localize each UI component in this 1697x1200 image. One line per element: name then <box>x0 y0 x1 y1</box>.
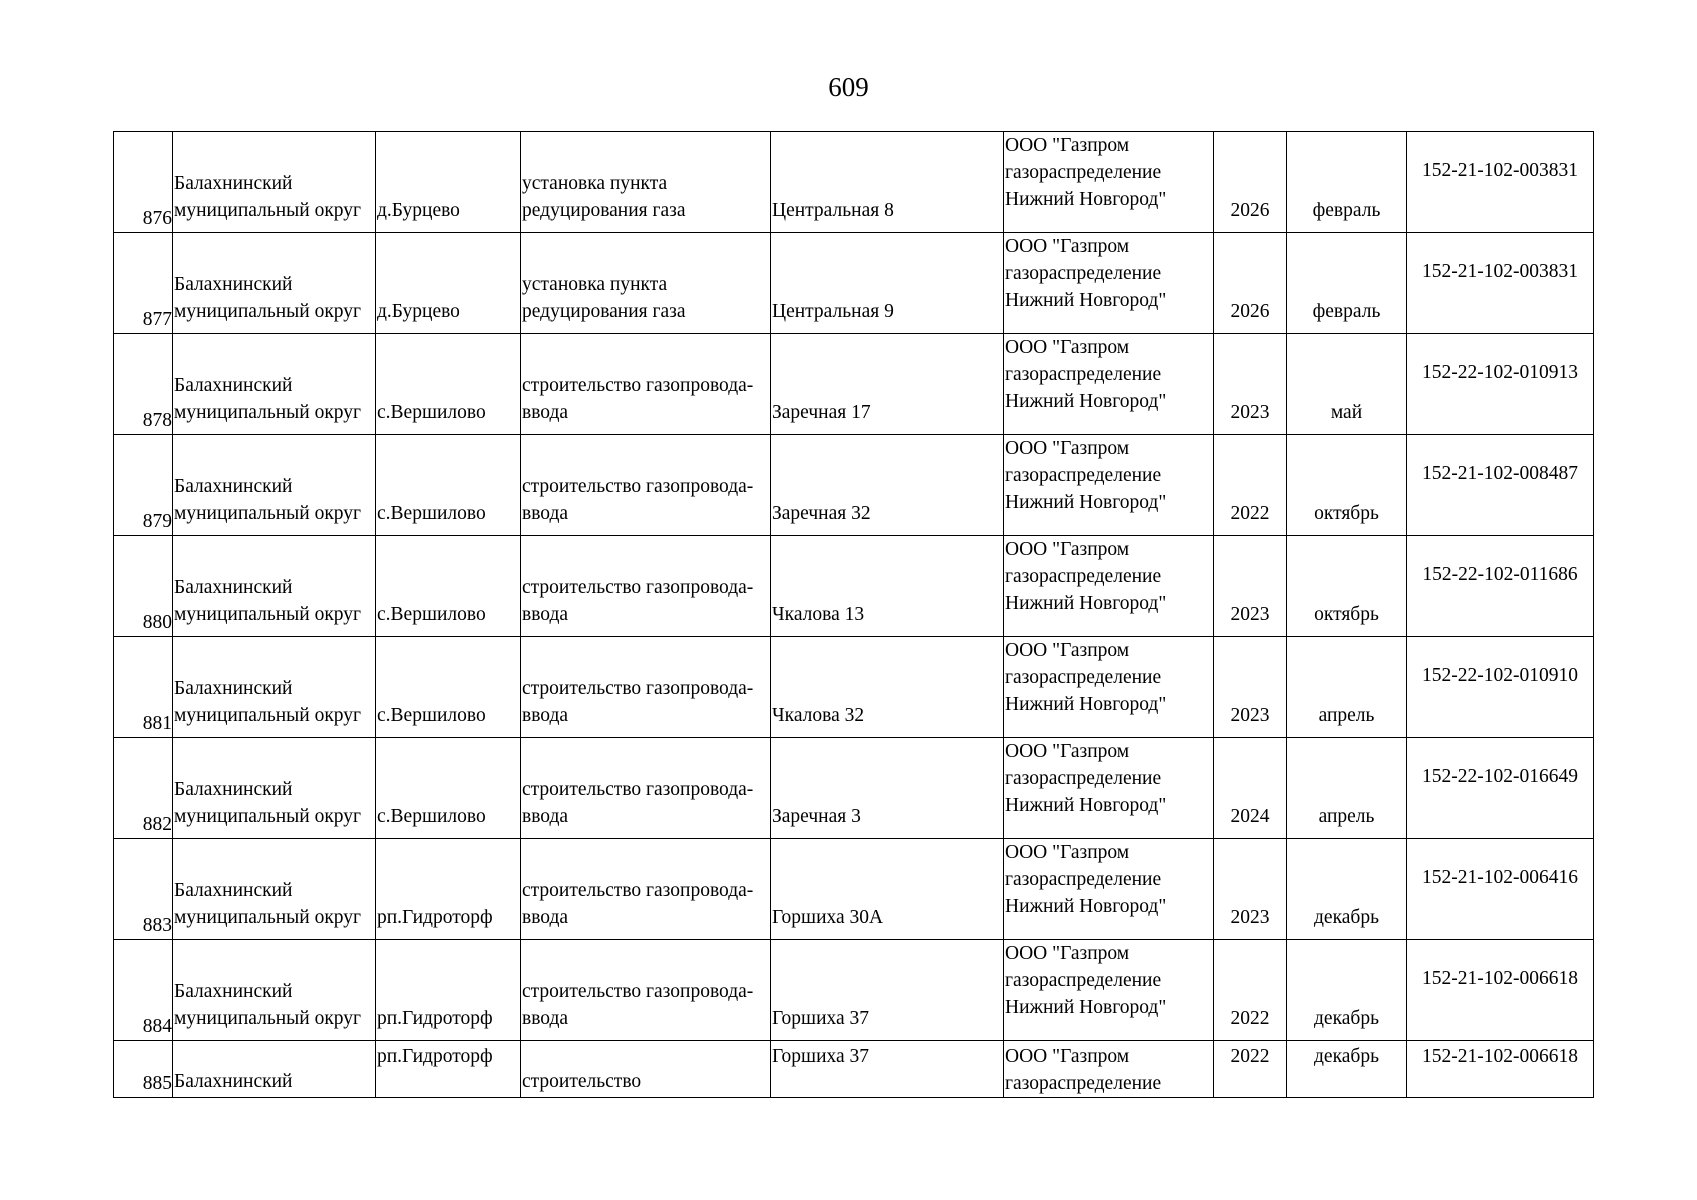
address-cell: Горшиха 37 <box>771 940 1004 1041</box>
code-cell: 152-22-102-016649 <box>1407 738 1594 839</box>
code-cell: 152-21-102-008487 <box>1407 435 1594 536</box>
table-row <box>114 738 1594 839</box>
month-cell: апрель <box>1287 738 1407 839</box>
code-cell: 152-22-102-010913 <box>1407 334 1594 435</box>
district-cell: Балахнинский муниципальный округ <box>173 233 376 334</box>
district-cell: Балахнинский муниципальный округ <box>173 940 376 1041</box>
row-number: 878 <box>114 334 173 435</box>
organization-cell: ООО "Газпром газораспределение <box>1004 1041 1214 1098</box>
table-row <box>114 536 1594 637</box>
district-cell: Балахнинский муниципальный округ <box>173 536 376 637</box>
year-cell: 2023 <box>1214 334 1287 435</box>
code-cell: 152-21-102-003831 <box>1407 132 1594 233</box>
month-cell: февраль <box>1287 132 1407 233</box>
settlement-cell: д.Бурцево <box>376 132 521 233</box>
month-cell: октябрь <box>1287 536 1407 637</box>
settlement-cell: рп.Гидроторф <box>376 839 521 940</box>
organization-cell: ООО "Газпром газораспределение Нижний Новгород" <box>1004 940 1214 1041</box>
month-cell: декабрь <box>1287 940 1407 1041</box>
month-cell: май <box>1287 334 1407 435</box>
organization-cell: ООО "Газпром газораспределение Нижний Новгород" <box>1004 536 1214 637</box>
year-cell: 2026 <box>1214 233 1287 334</box>
row-number: 880 <box>114 536 173 637</box>
row-number: 879 <box>114 435 173 536</box>
month-cell: апрель <box>1287 637 1407 738</box>
code-cell: 152-21-102-003831 <box>1407 233 1594 334</box>
organization-cell: ООО "Газпром газораспределение Нижний Новгород" <box>1004 233 1214 334</box>
year-cell: 2026 <box>1214 132 1287 233</box>
month-cell: декабрь <box>1287 1041 1407 1098</box>
work-type-cell: строительство газопровода- ввода <box>521 637 771 738</box>
page-number: 609 <box>828 72 869 102</box>
work-type-cell: строительство газопровода- ввода <box>521 839 771 940</box>
address-cell: Чкалова 32 <box>771 637 1004 738</box>
table-row-partial <box>114 1041 1594 1098</box>
year-cell: 2022 <box>1214 1041 1287 1098</box>
address-cell: Заречная 32 <box>771 435 1004 536</box>
district-cell: Балахнинский <box>173 1041 376 1098</box>
work-type-cell: строительство газопровода- ввода <box>521 940 771 1041</box>
district-cell: Балахнинский муниципальный округ <box>173 839 376 940</box>
table-row <box>114 637 1594 738</box>
code-cell: 152-22-102-011686 <box>1407 536 1594 637</box>
code-cell: 152-21-102-006618 <box>1407 1041 1594 1098</box>
address-cell: Заречная 3 <box>771 738 1004 839</box>
settlement-cell: рп.Гидроторф <box>376 1041 521 1098</box>
settlement-cell: с.Вершилово <box>376 536 521 637</box>
gasification-registry-table <box>113 131 1594 1098</box>
organization-cell: ООО "Газпром газораспределение Нижний Новгород" <box>1004 637 1214 738</box>
row-number: 883 <box>114 839 173 940</box>
district-cell: Балахнинский муниципальный округ <box>173 435 376 536</box>
year-cell: 2022 <box>1214 940 1287 1041</box>
district-cell: Балахнинский муниципальный округ <box>173 132 376 233</box>
year-cell: 2023 <box>1214 536 1287 637</box>
table-row <box>114 233 1594 334</box>
address-cell: Центральная 8 <box>771 132 1004 233</box>
settlement-cell: д.Бурцево <box>376 233 521 334</box>
table-row <box>114 334 1594 435</box>
settlement-cell: с.Вершилово <box>376 738 521 839</box>
month-cell: февраль <box>1287 233 1407 334</box>
row-number: 881 <box>114 637 173 738</box>
organization-cell: ООО "Газпром газораспределение Нижний Новгород" <box>1004 334 1214 435</box>
settlement-cell: с.Вершилово <box>376 334 521 435</box>
table-row <box>114 435 1594 536</box>
month-cell: декабрь <box>1287 839 1407 940</box>
table-row <box>114 839 1594 940</box>
address-cell: Центральная 9 <box>771 233 1004 334</box>
table-row <box>114 940 1594 1041</box>
organization-cell: ООО "Газпром газораспределение Нижний Новгород" <box>1004 132 1214 233</box>
code-cell: 152-21-102-006618 <box>1407 940 1594 1041</box>
work-type-cell: строительство газопровода- ввода <box>521 536 771 637</box>
work-type-cell: строительство газопровода- ввода <box>521 435 771 536</box>
district-cell: Балахнинский муниципальный округ <box>173 738 376 839</box>
district-cell: Балахнинский муниципальный округ <box>173 334 376 435</box>
settlement-cell: рп.Гидроторф <box>376 940 521 1041</box>
work-type-cell: строительство <box>521 1041 771 1098</box>
district-cell: Балахнинский муниципальный округ <box>173 637 376 738</box>
work-type-cell: строительство газопровода- ввода <box>521 738 771 839</box>
address-cell: Горшиха 30А <box>771 839 1004 940</box>
organization-cell: ООО "Газпром газораспределение Нижний Новгород" <box>1004 839 1214 940</box>
address-cell: Заречная 17 <box>771 334 1004 435</box>
year-cell: 2023 <box>1214 637 1287 738</box>
table-body <box>114 132 1594 1098</box>
address-cell: Горшиха 37 <box>771 1041 1004 1098</box>
row-number: 876 <box>114 132 173 233</box>
settlement-cell: с.Вершилово <box>376 435 521 536</box>
row-number: 885 <box>114 1041 173 1098</box>
work-type-cell: строительство газопровода- ввода <box>521 334 771 435</box>
code-cell: 152-22-102-010910 <box>1407 637 1594 738</box>
row-number: 884 <box>114 940 173 1041</box>
work-type-cell: установка пункта редуцирования газа <box>521 233 771 334</box>
month-cell: октябрь <box>1287 435 1407 536</box>
row-number: 877 <box>114 233 173 334</box>
address-cell: Чкалова 13 <box>771 536 1004 637</box>
year-cell: 2024 <box>1214 738 1287 839</box>
work-type-cell: установка пункта редуцирования газа <box>521 132 771 233</box>
year-cell: 2023 <box>1214 839 1287 940</box>
organization-cell: ООО "Газпром газораспределение Нижний Новгород" <box>1004 738 1214 839</box>
row-number: 882 <box>114 738 173 839</box>
settlement-cell: с.Вершилово <box>376 637 521 738</box>
code-cell: 152-21-102-006416 <box>1407 839 1594 940</box>
organization-cell: ООО "Газпром газораспределение Нижний Новгород" <box>1004 435 1214 536</box>
year-cell: 2022 <box>1214 435 1287 536</box>
table-row <box>114 132 1594 233</box>
